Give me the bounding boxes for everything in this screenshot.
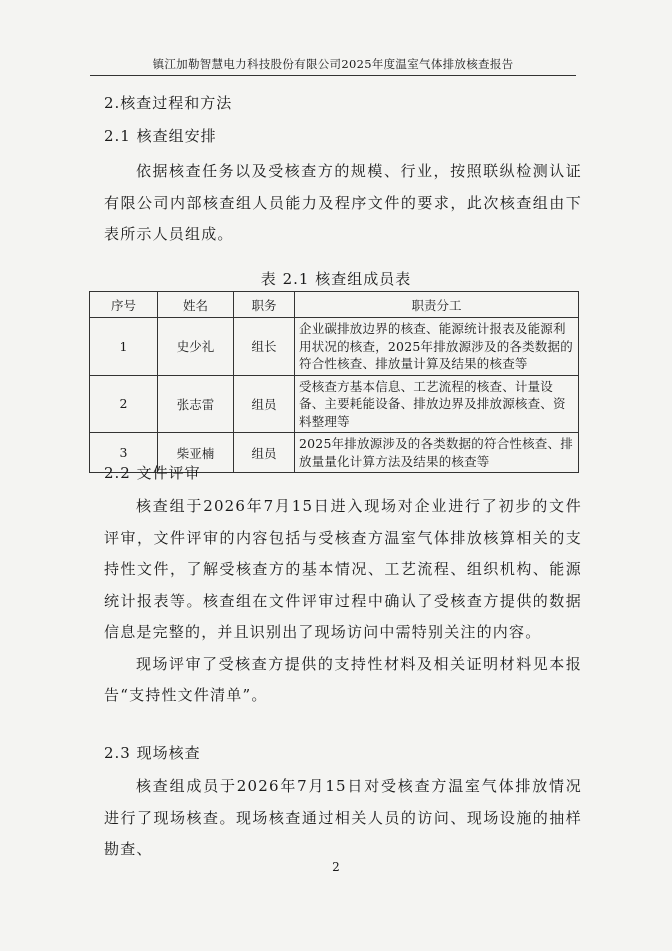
cell-name: 柴亚楠 [158,433,234,473]
paragraph-text: 核查组成员于2026年7月15日对受核查方温室气体排放情况进行了现场核查。现场核查通过相关人员的访问、现场设施的抽样勘查、 [104,777,582,858]
cell-no: 3 [90,433,158,473]
section-2-title: 2.核查过程和方法 [104,94,233,112]
section-2-1-paragraph [104,156,582,251]
cell-duty: 2025年排放源涉及的各类数据的符合性核查、排放量量化计算方法及结果的核查等 [295,433,579,473]
paragraph-text: 核查组于2026年7月15日进入现场对企业进行了初步的文件评审，文件评审的内容包括与受核查方温室气体排放核算相关的支持性文件，了解受核查方的基本情况、工艺流程、组织机构、能源统计报表等。核查组在文件评审过程中确认了受核查方提供的数据信息是完整的，并且识别出了现场访问中需特别关注的内容。 [104,497,582,641]
section-2-2-paragraphs [104,491,582,712]
cell-name: 张志雷 [158,375,234,433]
header-rule [90,75,576,76]
section-2-2-title: 2.2 文件评审 [104,464,201,482]
table-header-row [90,292,579,318]
cell-no: 1 [90,318,158,376]
header-no: 序号 [90,292,158,318]
header-duty: 职责分工 [295,292,579,318]
cell-name: 史少礼 [158,318,234,376]
page-header: 镇江加勒智慧电力科技股份有限公司2025年度温室气体排放核查报告 [152,57,514,71]
cell-no: 2 [90,375,158,433]
cell-duty: 企业碳排放边界的核查、能源统计报表及能源利用状况的核查，2025年排放源涉及的各类数据的符合性核查、排放量计算及结果的核查等 [295,318,579,376]
table-row [90,375,579,433]
cell-role: 组员 [234,375,295,433]
cell-duty: 受核查方基本信息、工艺流程的核查、计量设备、主要耗能设备、排放边界及排放源核查、资料整理等 [295,375,579,433]
table-row [90,318,579,376]
section-2-3-paragraph [104,771,582,866]
page-number: 2 [332,860,340,874]
section-2-1-title: 2.1 核查组安排 [104,127,217,145]
paragraph-text: 依据核查任务以及受核查方的规模、行业，按照联纵检测认证有限公司内部核查组人员能力及程序文件的要求，此次核查组由下表所示人员组成。 [104,162,582,243]
cell-role: 组长 [234,318,295,376]
section-2-3-title: 2.3 现场核查 [104,744,201,762]
paragraph-text: 现场评审了受核查方提供的支持性材料及相关证明材料见本报告“支持性文件清单”。 [104,654,582,704]
table-caption: 表 2.1 核查组成员表 [260,270,412,288]
team-table [89,291,579,473]
cell-role: 组员 [234,433,295,473]
header-name: 姓名 [158,292,234,318]
header-role: 职务 [234,292,295,318]
